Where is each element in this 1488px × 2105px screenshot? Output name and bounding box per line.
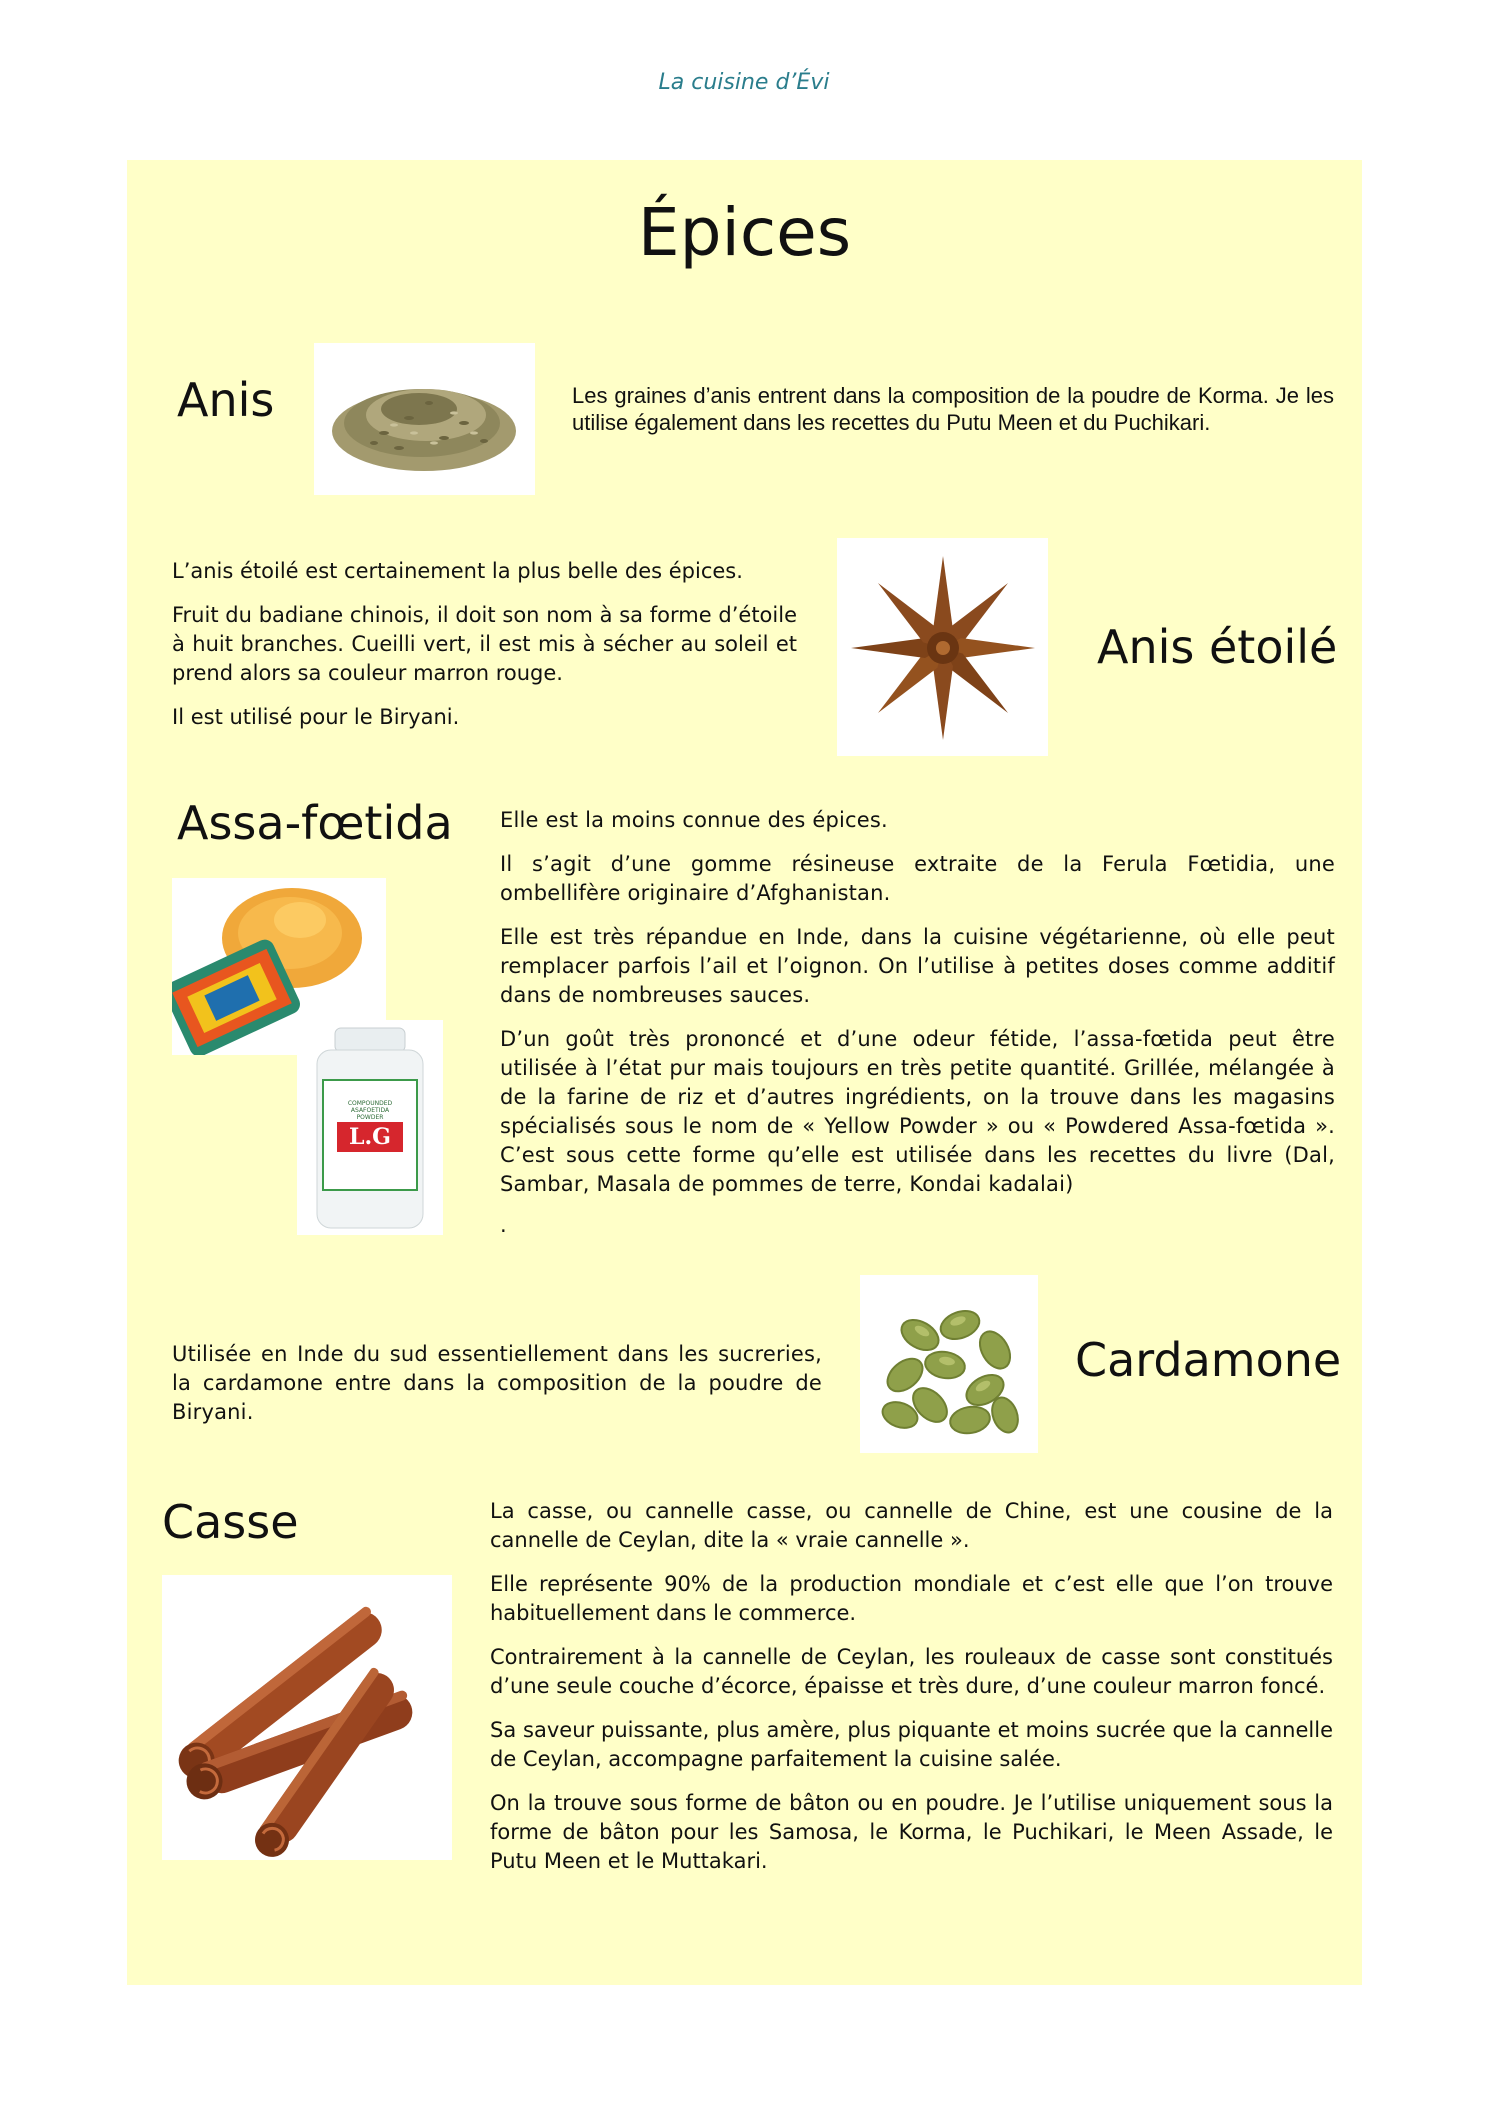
- casse-paragraph: Contrairement à la cannelle de Ceylan, les rouleaux de casse sont constitués d’une seule couche d’écorce, épaisse et très dure, d’une couleur marron foncé.: [490, 1645, 1333, 1698]
- assa-foetida-paragraph: Elle est la moins connue des épices.: [500, 808, 888, 832]
- page-header: La cuisine d’Évi: [658, 70, 830, 95]
- casse-paragraph: La casse, ou cannelle casse, ou cannelle de Chine, est une cousine de la cannelle de Ceylan, dite la « vraie cannelle ».: [490, 1499, 1333, 1552]
- jar-brand-label: L.G: [349, 1124, 391, 1150]
- assa-foetida-paragraph: Elle est très répandue en Inde, dans la cuisine végétarienne, où elle peut remplacer parfois l’ail et l’oignon. On l’utilise à petites doses comme additif dans de nombreuses sauces.: [500, 925, 1335, 1007]
- cardamone-heading: Cardamone: [1075, 1333, 1342, 1387]
- page-title: Épices: [637, 194, 852, 271]
- assa-foetida-paragraph: D’un goût très prononcé et d’une odeur fétide, l’assa-fœtida peut être utilisée à l’état pur mais toujours en très petite quantité. Grillée, mélangée à de la farine de riz et d’autres ingrédients, on la trouve dans les magasins spécialisés sous le nom de « Yellow Powder » ou « Powdered Assa-fœtida ». C’est sous cette forme qu’elle est utilisée dans les recettes du livre (Dal, Sambar, Masala de pommes de terre, Kondai kadalai): [500, 1027, 1335, 1196]
- casse-description: [490, 1497, 1333, 1888]
- assa-foetida-paragraph: .: [500, 1213, 507, 1237]
- casse-paragraph: On la trouve sous forme de bâton ou en poudre. Je l’utilise uniquement sous la forme de bâton pour les Samosa, le Korma, le Puchikari, le Meen Assade, le Putu Meen et le Muttakari.: [490, 1791, 1333, 1873]
- star-anise-photo: [837, 538, 1048, 756]
- jar-label-text: COMPOUNDED ASAFOETIDA POWDER: [347, 1100, 393, 1121]
- cardamone-paragraph: Utilisée en Inde du sud essentiellement dans les sucreries, la cardamone entre dans la composition de la poudre de Biryani.: [172, 1342, 822, 1424]
- anis-etoile-paragraph: Fruit du badiane chinois, il doit son nom à sa forme d’étoile à huit branches. Cueilli vert, il est mis à sécher au soleil et prend alors sa couleur marron rouge.: [172, 603, 797, 685]
- casse-heading: Casse: [162, 1495, 299, 1549]
- anis-seeds-photo: [314, 343, 535, 495]
- anis-etoile-heading: Anis étoilé: [1097, 620, 1338, 674]
- anis-etoile-paragraph: Il est utilisé pour le Biryani.: [172, 705, 460, 729]
- cardamone-description: [172, 1340, 822, 1439]
- cardamone-pods-photo: [860, 1275, 1038, 1453]
- assa-foetida-paragraph: Il s’agit d’une gomme résineuse extraite de la Ferula Fœtidia, une ombellifère originaire d’Afghanistan.: [500, 852, 1335, 905]
- casse-cinnamon-photo: [162, 1575, 452, 1860]
- assa-foetida-description: [500, 806, 1335, 1252]
- anis-description: [572, 382, 1334, 448]
- spice-panel: [127, 160, 1362, 1985]
- anis-etoile-description: [172, 557, 797, 744]
- anis-etoile-paragraph: L’anis étoilé est certainement la plus belle des épices.: [172, 559, 743, 583]
- assa-foetida-jar-photo: [297, 1020, 443, 1235]
- anis-heading: Anis: [177, 373, 275, 427]
- anis-paragraph: Les graines d’anis entrent dans la composition de la poudre de Korma. Je les utilise également dans les recettes du Putu Meen et du Puchikari.: [572, 383, 1334, 435]
- assa-foetida-heading: Assa-fœtida: [177, 796, 453, 850]
- casse-paragraph: Sa saveur puissante, plus amère, plus piquante et moins sucrée que la cannelle de Ceylan, accompagne parfaitement la cuisine salée.: [490, 1718, 1333, 1771]
- casse-paragraph: Elle représente 90% de la production mondiale et c’est elle que l’on trouve habituellement dans le commerce.: [490, 1572, 1333, 1625]
